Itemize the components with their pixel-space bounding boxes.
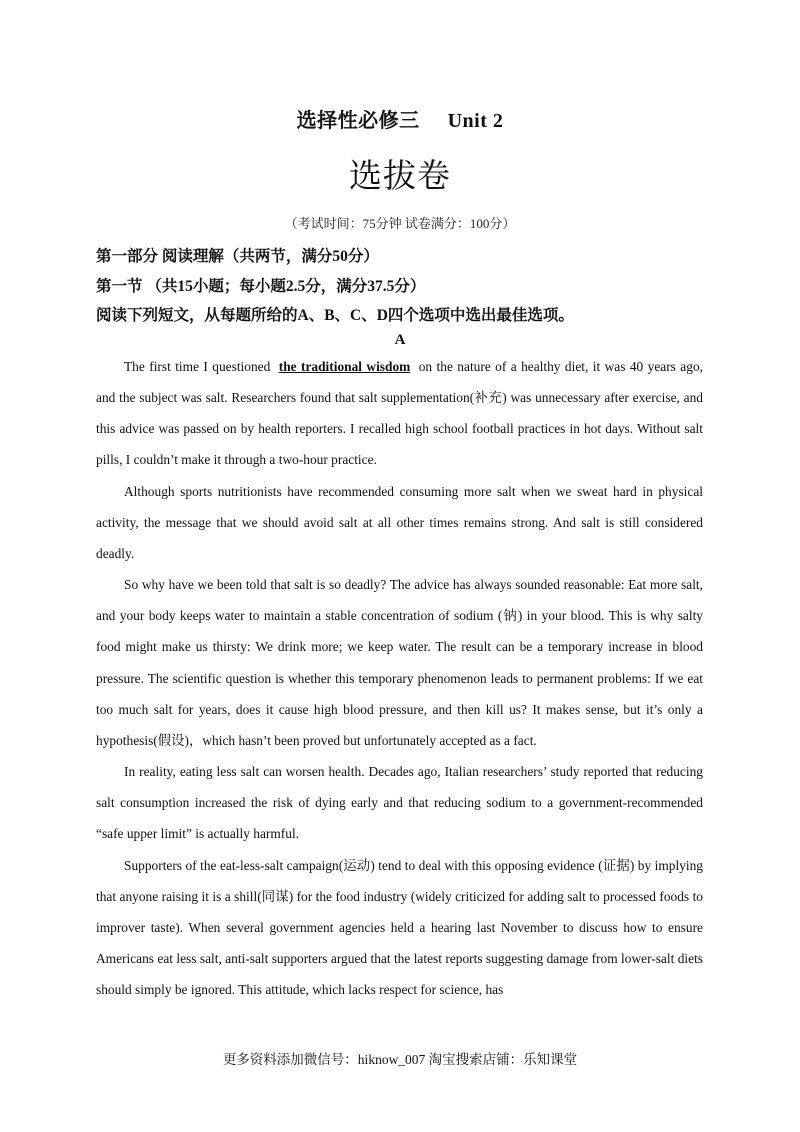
paragraph-1-start: The first time I questioned bbox=[124, 359, 271, 374]
exam-info: （考试时间：75分钟 试卷满分：100分） bbox=[284, 216, 516, 231]
paragraph-2: Although sports nutritionists have recommended consuming more salt when we sweat hard in physical activity, the message that we should avoid salt at all other times remains strong. And salt is still considered deadly. bbox=[96, 483, 703, 561]
course-name: 选择性必修三 bbox=[296, 110, 420, 132]
paragraph-4: In reality, eating less salt can worsen health. Decades ago, Italian researchers’ study reported that reducing salt consumption increased the risk of dying early and that reducing sodium to a government-recommended “safe upper limit” is actually harmful. bbox=[96, 764, 703, 842]
part-heading: 第一部分 阅读理解（共两节，满分50分） bbox=[96, 248, 379, 265]
paragraph-5: Supporters of the eat-less-salt campaign(运动) tend to deal with this opposing evidence (证据) by implying that anyone raising it is a shill(同谋) for the food industry (widely criticized for adding salt to processed foods to improver taste). When several government agencies held a hearing last November to discuss how to ensure Americans eat less salt, anti-salt supporters argued that the latest reports suggesting damage from lower-salt diets should simply be ignored. This attitude, which lacks respect for science, has bbox=[96, 857, 703, 998]
unit-label: Unit 2 bbox=[447, 110, 504, 132]
passage-label: A bbox=[394, 332, 406, 348]
paragraph-3: So why have we been told that salt is so deadly? The advice has always sounded reasonable: Eat more salt, and your body keeps water to maintain a stable concentration of sodium (钠) in your blood. This is why salty food might make us thirsty: We drink more; we keep water. The result can be a temporary increase in blood pressure. The scientific question is whether this temporary phenomenon leads to permanent problems: If we eat too much salt for years, does it cause high blood pressure, and then kill us? It makes sense, but it’s only a hypothesis(假设)，which hasn’t been proved but unfortunately accepted as a fact. bbox=[96, 577, 703, 748]
paragraph-1-rest: on the nature of a healthy diet, it was 40 years ago, and the subject was salt. Researchers found that salt supplementation(补充) was unnecessary after exercise, and this advice was passed on by health reporters. I recalled high school football practices in hot days. Without salt pills, I couldn’t make it through a two-hour practice. bbox=[96, 359, 703, 468]
paragraph-1 bbox=[96, 351, 703, 476]
underlined-phrase: the traditional wisdom bbox=[278, 359, 411, 374]
footer-note: 更多资料添加微信号：hiknow_007 淘宝搜索店铺：乐知课堂 bbox=[222, 1052, 578, 1067]
section-heading: 第一节 （共15小题；每小题2.5分，满分37.5分） bbox=[96, 278, 426, 295]
paper-title: 选拔卷 bbox=[349, 156, 451, 195]
instruction-text: 阅读下列短文，从每题所给的A、B、C、D四个选项中选出最佳选项。 bbox=[96, 307, 574, 324]
passage-body bbox=[96, 351, 703, 1005]
course-title bbox=[0, 104, 800, 133]
